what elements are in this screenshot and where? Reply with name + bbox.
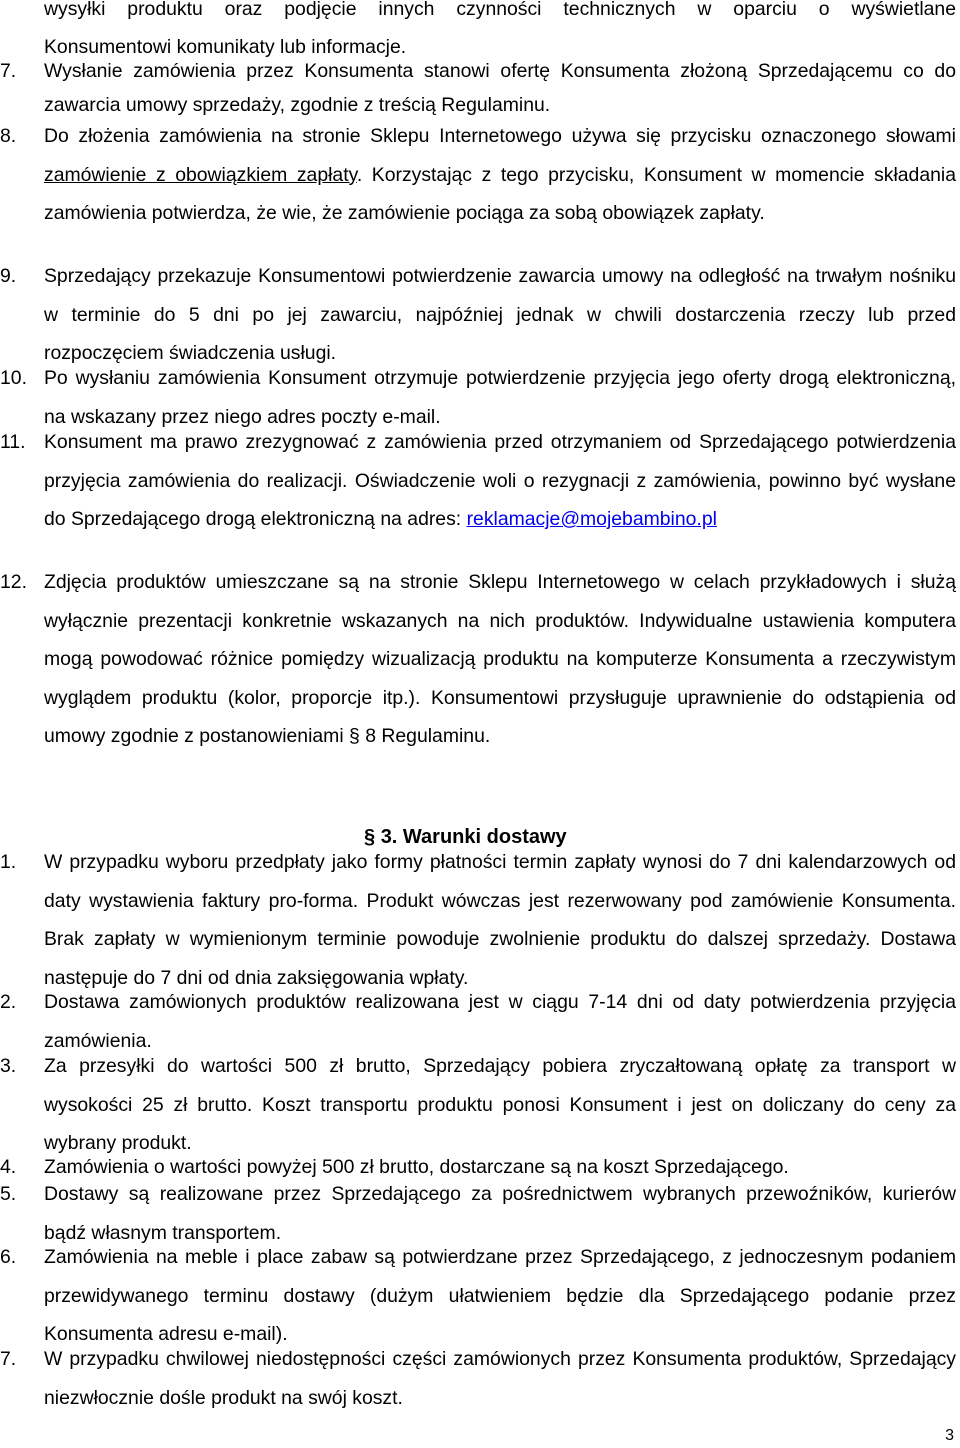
list-item-text-part: . Korzystając z tego przycisku, Konsument w momencie składania zamówienia potwierdza, że wie, że zamówienie pociąga za sobą obowiązek zapłaty. [44, 163, 956, 224]
continued-line-1: wysyłki produktu oraz podjęcie innych czynności technicznych w oparciu o wyświetlane [44, 0, 956, 20]
list-item-number: 2. [0, 991, 17, 1013]
list-item-text-part: Do złożenia zamówienia na stronie Sklepu Internetowego używa się przycisku oznaczonego słowami [44, 125, 956, 147]
list-item-number: 7. [0, 1348, 17, 1370]
list-item-number: 12. [0, 571, 27, 593]
list-item [0, 1340, 960, 1417]
list-item-number: 7. [0, 60, 17, 82]
list-item-number: 9. [0, 265, 17, 287]
list-item-text: Po wysłaniu zamówienia Konsument otrzymuje potwierdzenie przyjęcia jego oferty drogą elektroniczną, na wskazany przez niego adres poczty e-mail. [44, 367, 956, 428]
list-item-number: 1. [0, 851, 17, 873]
section-sign-icon: § [364, 826, 376, 848]
list-item-number: 4. [0, 1156, 17, 1178]
list-item [0, 257, 960, 373]
section-reference: 8 Regulaminu. [365, 725, 491, 747]
list-item-text [44, 117, 956, 233]
continued-paragraph [0, 0, 960, 29]
list-item-text: W przypadku chwilowej niedostępności części zamówionych przez Konsumenta produktów, Sprzedający niezwłocznie dośle produkt na swój koszt. [44, 1348, 956, 1409]
list-item [0, 843, 960, 997]
list-item [0, 1238, 960, 1354]
list-item [0, 423, 960, 539]
continued-line-2: Konsumentowi komunikaty lub informacje. [44, 36, 407, 58]
email-link[interactable]: reklamacje@mojebambino.pl [466, 508, 717, 530]
section-sign-icon: § [349, 725, 360, 747]
list-item-number: 5. [0, 1183, 17, 1205]
list-item [0, 117, 960, 233]
section-title: 3. Warunki dostawy [380, 826, 567, 848]
list-item-text: Wysłanie zamówienia przez Konsumenta stanowi ofertę Konsumenta złożoną Sprzedającemu co do zawarcia umowy sprzedaży, zgodnie z treścią Regulaminu. [44, 60, 956, 116]
list-item [0, 54, 960, 122]
list-item-number: 3. [0, 1055, 17, 1077]
list-item-text [44, 563, 956, 756]
list-item-text: Zamówienia na meble i place zabaw są potwierdzane przez Sprzedającego, z jednoczesnym podaniem przewidywanego terminu dostawy (dużym ułatwieniem będzie dla Sprzedającego podanie przez Konsumenta adresu e-mail). [44, 1246, 956, 1345]
list-item-text: Dostawy są realizowane przez Sprzedającego za pośrednictwem wybranych przewoźników, kurierów bądź własnym transportem. [44, 1183, 956, 1244]
list-item-text [44, 423, 956, 539]
list-item-text: Sprzedający przekazuje Konsumentowi potwierdzenie zawarcia umowy na odległość na trwałym nośniku w terminie do 5 dni po jej zawarciu, najpóźniej jednak w chwili dostarczenia rzeczy lub przed rozpoczęciem świadczenia usługi. [44, 265, 956, 364]
button-label-quote: zamówienie z obowiązkiem zapłaty [44, 163, 357, 186]
list-item-number: 6. [0, 1246, 17, 1268]
list-item-text-part: Zdjęcia produktów umieszczane są na stronie Sklepu Internetowego w celach przykładowych i służą wyłącznie prezentacji konkretnie wskazanych na nich produktów. Indywidualne ustawienia komputera mogą powodować różnice pomiędzy wizualizacją produktu na komputerze Konsumenta a rzeczywistym wyglądem produktu (kolor, proporcje itp.). Konsumentowi przysługuje uprawnienie do odstąpienia od umowy zgodnie z postanowieniami [44, 571, 956, 747]
list-item [0, 1047, 960, 1163]
list-item-text: Za przesyłki do wartości 500 zł brutto, Sprzedający pobiera zryczałtowaną opłatę za transport w wysokości 25 zł brutto. Koszt transportu produktu ponosi Konsument i jest on doliczany do ceny za wybrany produkt. [44, 1055, 956, 1154]
list-item-text: Dostawa zamówionych produktów realizowana jest w ciągu 7-14 dni od daty potwierdzenia przyjęcia zamówienia. [44, 991, 956, 1052]
list-item-text: Zamówienia o wartości powyżej 500 zł brutto, dostarczane są na koszt Sprzedającego. [44, 1156, 789, 1178]
list-item [0, 563, 960, 756]
list-item-number: 11. [0, 431, 26, 453]
list-item-text: W przypadku wyboru przedpłaty jako formy płatności termin zapłaty wynosi do 7 dni kalendarzowych od daty wystawienia faktury pro-forma. Produkt wówczas jest rezerwowany pod zamówienie Konsumenta. Brak zapłaty w wymienionym terminie powoduje zwolnienie produktu do dalszej sprzedaży. Dostawa następuje do 7 dni od dnia zaksięgowania wpłaty. [44, 851, 956, 989]
list-item-number: 10. [0, 367, 27, 389]
list-item-number: 8. [0, 125, 17, 147]
list-item-text-part: Konsument ma prawo zrezygnować z zamówienia przed otrzymaniem od Sprzedającego potwierdzenia przyjęcia zamówienia do realizacji. Oświadczenie woli o rezygnacji z zamówienia, powinno być wysłane do Sprzedającego drogą elektroniczną na adres: [44, 431, 956, 530]
page-number: 3 [945, 1427, 954, 1444]
